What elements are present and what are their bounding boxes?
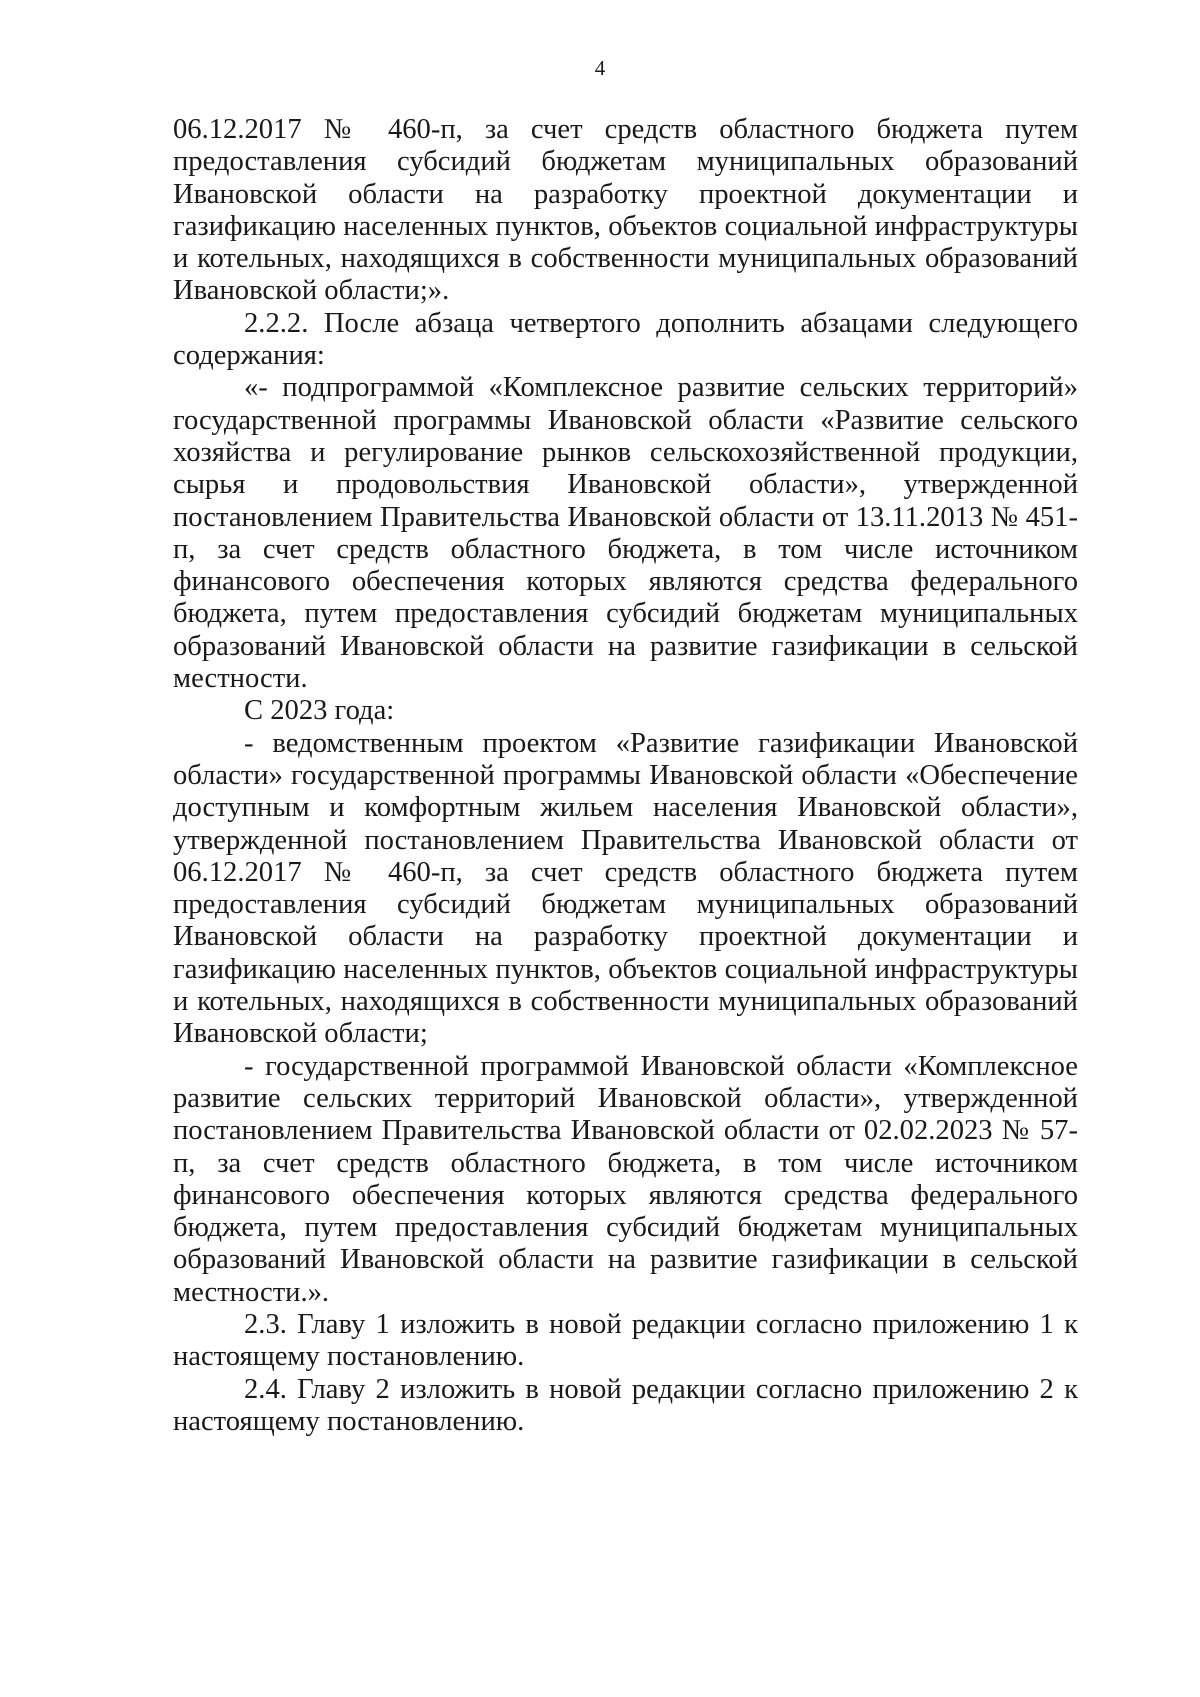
- document-body: [173, 114, 1078, 1438]
- paragraph-2-4: 2.4. Главу 2 изложить в новой редакции согласно приложению 2 к настоящему постановлению.: [173, 1373, 1078, 1437]
- page-number: 4: [594, 56, 606, 80]
- paragraph-2-3: 2.3. Главу 1 изложить в новой редакции согласно приложению 1 к настоящему постановлению.: [173, 1308, 1078, 1373]
- paragraph-from-2023: С 2023 года:: [244, 695, 395, 727]
- paragraph-departmental-project: - ведомственным проектом «Развитие газификации Ивановской области» государственной программы Ивановской области «Обеспечение доступным и комфортным жильем населения Ивановской области», утвержденной постановлением Правительства Ивановской области от 06.12.2017 № 460-п, за счет средств областного бюджета путем предоставления субсидий бюджетам муниципальных образований Ивановской области на разработку проектной документации и газификацию населенных пунктов, объектов социальной инфраструктуры и котельных, находящихся в собственности муниципальных образований Ивановской области;: [173, 727, 1078, 1050]
- paragraph-continuation: 06.12.2017 № 460-п, за счет средств областного бюджета путем предоставления субсидий бюджетам муниципальных образований Ивановской области на разработку проектной документации и газификацию населенных пунктов, объектов социальной инфраструктуры и котельных, находящихся в собственности муниципальных образований Ивановской области;».: [173, 114, 1078, 307]
- paragraph-state-program: - государственной программой Ивановской области «Комплексное развитие сельских территорий Ивановской области», утвержденной постановлением Правительства Ивановской области от 02.02.2023 № 57-п, за счет средств областного бюджета, в том числе источником финансового обеспечения которых являются средства федерального бюджета, путем предоставления субсидий бюджетам муниципальных образований Ивановской области на развитие газификации в сельской местности.».: [173, 1050, 1078, 1308]
- paragraph-subprogram-rural-territories: «- подпрограммой «Комплексное развитие сельских территорий» государственной программы Ивановской области «Развитие сельского хозяйства и регулирование рынков сельскохозяйственной продукции, сырья и продовольствия Ивановской области», утвержденной постановлением Правительства Ивановской области от 13.11.2013 № 451-п, за счет средств областного бюджета, в том числе источником финансового обеспечения которых являются средства федерального бюджета, путем предоставления субсидий бюджетам муниципальных образований Ивановской области на развитие газификации в сельской местности.: [173, 372, 1078, 695]
- paragraph-2-2-2: 2.2.2. После абзаца четвертого дополнить абзацами следующего содержания:: [173, 307, 1078, 372]
